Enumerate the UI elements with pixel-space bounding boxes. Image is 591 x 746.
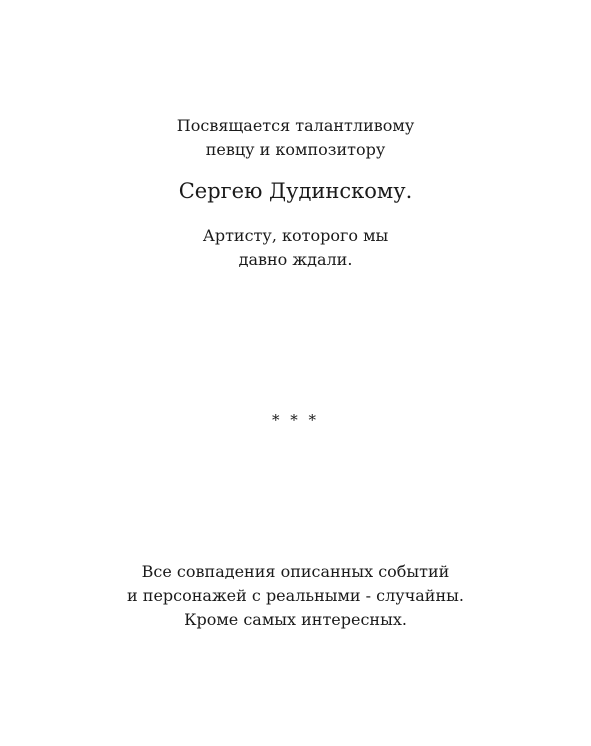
- artist-note-line-1: Артисту, которого мы: [202, 226, 389, 245]
- asterisk-separator: * * *: [271, 411, 320, 429]
- section-separator: [0, 409, 591, 431]
- disclaimer-line-3: Кроме самых интересных.: [184, 610, 407, 629]
- dedication-line-1: Посвящается талантливому: [176, 116, 415, 135]
- disclaimer-line-1: Все совпадения описанных событий: [141, 562, 450, 581]
- disclaimer-text: [0, 560, 591, 632]
- disclaimer-line-2: и персонажей с реальными - случайны.: [127, 586, 464, 605]
- artist-note-line-2: давно ждали.: [238, 250, 353, 269]
- honoree-name-line: Сергею Дудинскому.: [178, 179, 413, 203]
- dedication-line-2: певцу и композитору: [205, 140, 386, 159]
- honoree-name: [0, 176, 591, 206]
- artist-note: [0, 224, 591, 272]
- dedication-text: [0, 114, 591, 162]
